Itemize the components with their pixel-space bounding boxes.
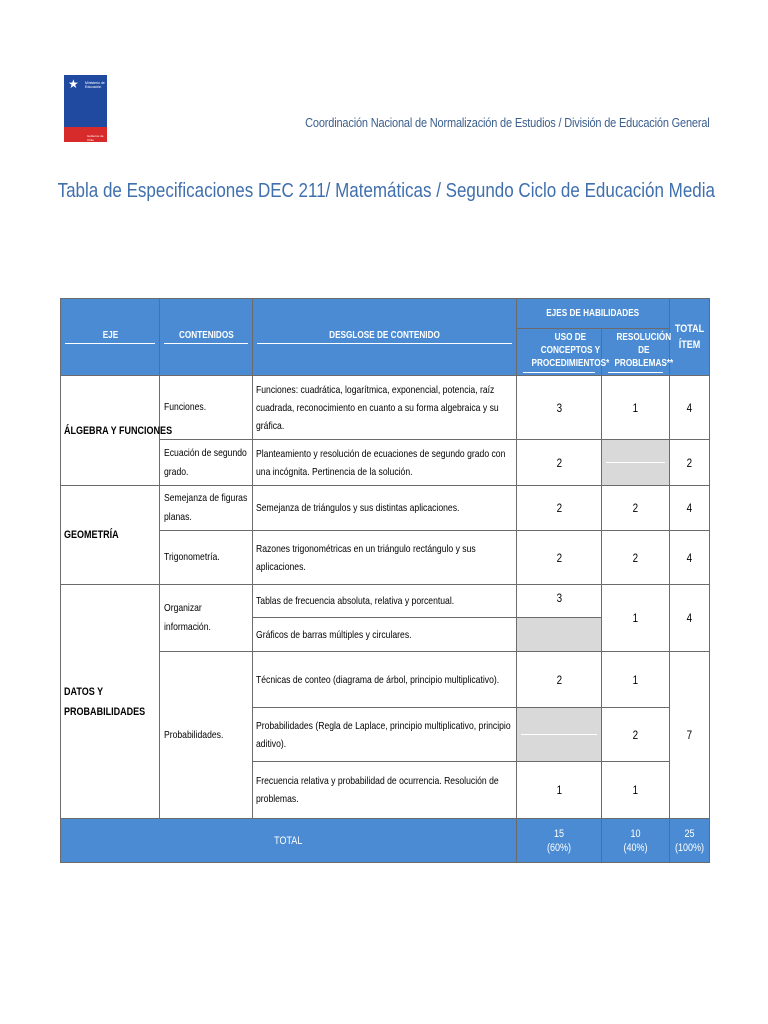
eje-cell: DATOS Y PROBABILIDADES [61, 585, 160, 819]
total-value: 4 [670, 531, 710, 585]
total-value: 4 [670, 585, 710, 652]
total-label: TOTAL [61, 819, 517, 863]
eje-cell: GEOMETRÍA [61, 486, 160, 585]
total-res-value: 10 [630, 827, 641, 840]
contenido-cell: Probabilidades. [160, 652, 253, 819]
logo-text-bottom: Gobierno de Chile [87, 134, 104, 142]
header-resolucion-problemas: RESOLUCIÓN DE PROBLEMAS** [602, 329, 670, 376]
resolucion-value: 2 [602, 531, 670, 585]
uso-value: 3 [517, 585, 602, 618]
total-value: 7 [670, 652, 710, 819]
desglose-cell: Planteamiento y resolución de ecuaciones de segundo grado con una incógnita. Pertinencia de la solución. [253, 440, 517, 486]
desglose-cell: Probabilidades (Regla de Laplace, principio multiplicativo, principio aditivo). [253, 708, 517, 762]
uso-empty-cell [517, 708, 602, 762]
uso-value: 1 [517, 762, 602, 819]
desglose-cell: Técnicas de conteo (diagrama de árbol, principio multiplicativo). [253, 652, 517, 708]
specification-table [60, 298, 710, 863]
uso-value: 2 [517, 652, 602, 708]
total-all-value: 25 [684, 827, 695, 840]
total-uso [517, 819, 602, 863]
header-uso-conceptos: USO DE CONCEPTOS Y PROCEDIMIENTOS* [517, 329, 602, 376]
header-desglose: DESGLOSE DE CONTENIDO [253, 299, 517, 376]
desglose-cell: Razones trigonométricas en un triángulo rectángulo y sus aplicaciones. [253, 531, 517, 585]
header-total-item: TOTAL ÍTEM [670, 299, 710, 376]
total-value: 4 [670, 486, 710, 531]
uso-value: 3 [517, 376, 602, 440]
contenido-cell: Semejanza de figuras planas. [160, 486, 253, 531]
header-line: Coordinación Nacional de Normalización de Estudios / División de Educación General [305, 116, 710, 130]
eje-cell: ÁLGEBRA Y FUNCIONES [61, 376, 160, 486]
contenido-cell: Funciones. [160, 376, 253, 440]
total-res-pct: (40%) [623, 841, 648, 854]
resolucion-value: 1 [602, 652, 670, 708]
resolucion-value: 1 [602, 762, 670, 819]
uso-value: 2 [517, 531, 602, 585]
desglose-cell: Frecuencia relativa y probabilidad de ocurrencia. Resolución de problemas. [253, 762, 517, 819]
resolucion-value: 2 [602, 708, 670, 762]
resolucion-value: 1 [602, 585, 670, 652]
uso-value: 2 [517, 440, 602, 486]
uso-empty-cell [517, 618, 602, 652]
total-uso-value: 15 [553, 827, 565, 840]
ministry-logo [64, 75, 107, 142]
table-row [61, 486, 710, 531]
table-row [61, 585, 710, 618]
contenido-cell: Organizar información. [160, 585, 253, 652]
desglose-cell: Semejanza de triángulos y sus distintas aplicaciones. [253, 486, 517, 531]
contenido-cell: Ecuación de segundo grado. [160, 440, 253, 486]
desglose-cell: Tablas de frecuencia absoluta, relativa y porcentual. [253, 585, 517, 618]
table-row [61, 376, 710, 440]
page-title: Tabla de Especificaciones DEC 211/ Matemáticas / Segundo Ciclo de Educación Media [57, 180, 715, 202]
total-resolucion [602, 819, 670, 863]
total-all [670, 819, 710, 863]
total-value: 2 [670, 440, 710, 486]
contenido-cell: Trigonometría. [160, 531, 253, 585]
desglose-cell: Funciones: cuadrática, logarítmica, exponencial, potencia, raíz cuadrada, reconocimiento en cuanto a su forma algebraica y su gráfica. [253, 376, 517, 440]
uso-value: 2 [517, 486, 602, 531]
total-all-pct: (100%) [674, 841, 705, 854]
resolucion-empty-cell [602, 440, 670, 486]
header-ejes-habilidades: EJES DE HABILIDADES [517, 299, 670, 329]
header-eje: EJE [61, 299, 160, 376]
resolucion-value: 2 [602, 486, 670, 531]
desglose-cell: Gráficos de barras múltiples y circulares. [253, 618, 517, 652]
total-value: 4 [670, 376, 710, 440]
total-uso-pct: (60%) [546, 841, 572, 854]
logo-text-top: Ministerio de Educación [85, 81, 105, 89]
resolucion-value: 1 [602, 376, 670, 440]
total-row [61, 819, 710, 863]
header-contenidos: CONTENIDOS [160, 299, 253, 376]
star-icon [64, 75, 84, 127]
